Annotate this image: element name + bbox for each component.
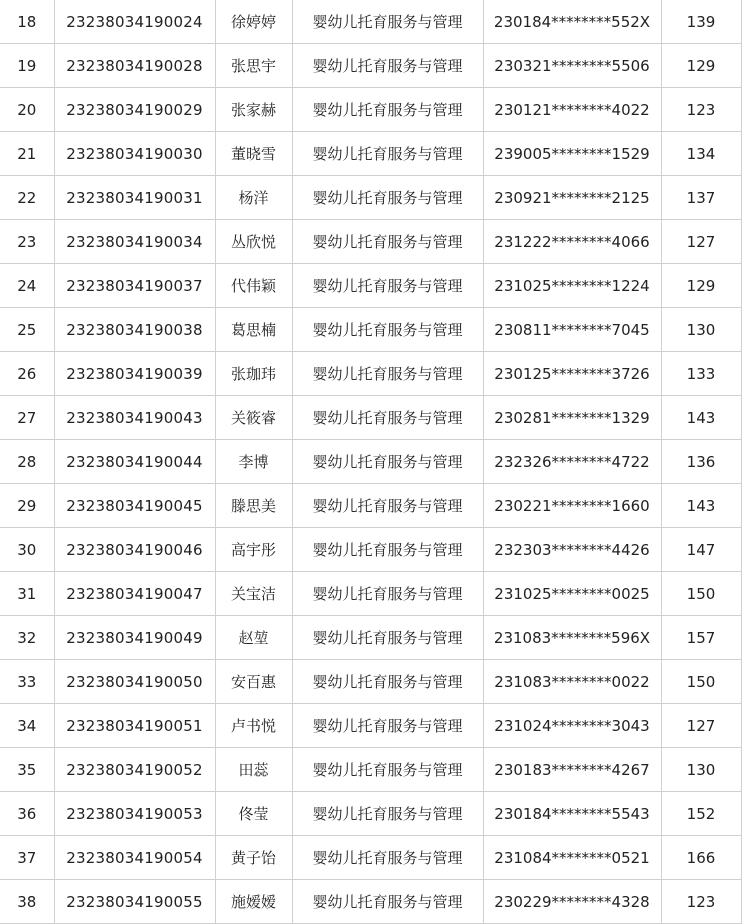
row-number-cell: 18	[0, 0, 54, 44]
major-cell: 婴幼儿托育服务与管理	[292, 572, 483, 616]
score-cell: 143	[661, 396, 741, 440]
major-cell: 婴幼儿托育服务与管理	[292, 352, 483, 396]
exam-number-cell: 23238034190046	[54, 528, 215, 572]
id-number-cell: 232326********4722	[483, 440, 661, 484]
exam-number-cell: 23238034190029	[54, 88, 215, 132]
table-row	[0, 836, 741, 880]
id-number-cell: 230221********1660	[483, 484, 661, 528]
row-number-cell: 23	[0, 220, 54, 264]
id-number-cell: 231083********596X	[483, 616, 661, 660]
major-cell: 婴幼儿托育服务与管理	[292, 704, 483, 748]
exam-number-cell: 23238034190049	[54, 616, 215, 660]
table-row	[0, 88, 741, 132]
student-name-cell: 关筱睿	[215, 396, 292, 440]
student-name-cell: 张思宇	[215, 44, 292, 88]
id-number-cell: 230281********1329	[483, 396, 661, 440]
exam-number-cell: 23238034190034	[54, 220, 215, 264]
id-number-cell: 230921********2125	[483, 176, 661, 220]
exam-number-cell: 23238034190052	[54, 748, 215, 792]
student-name-cell: 徐婷婷	[215, 0, 292, 44]
student-name-cell: 黄子饴	[215, 836, 292, 880]
row-number-cell: 30	[0, 528, 54, 572]
score-cell: 130	[661, 308, 741, 352]
table-row	[0, 440, 741, 484]
row-number-cell: 34	[0, 704, 54, 748]
id-number-cell: 230321********5506	[483, 44, 661, 88]
id-number-cell: 231222********4066	[483, 220, 661, 264]
major-cell: 婴幼儿托育服务与管理	[292, 616, 483, 660]
major-cell: 婴幼儿托育服务与管理	[292, 220, 483, 264]
major-cell: 婴幼儿托育服务与管理	[292, 528, 483, 572]
table-row	[0, 660, 741, 704]
major-cell: 婴幼儿托育服务与管理	[292, 792, 483, 836]
major-cell: 婴幼儿托育服务与管理	[292, 44, 483, 88]
row-number-cell: 19	[0, 44, 54, 88]
student-name-cell: 高宇彤	[215, 528, 292, 572]
id-number-cell: 231084********0521	[483, 836, 661, 880]
table-row	[0, 308, 741, 352]
exam-number-cell: 23238034190053	[54, 792, 215, 836]
id-number-cell: 230183********4267	[483, 748, 661, 792]
row-number-cell: 28	[0, 440, 54, 484]
id-number-cell: 230184********5543	[483, 792, 661, 836]
id-number-cell: 230811********7045	[483, 308, 661, 352]
id-number-cell: 231083********0022	[483, 660, 661, 704]
student-name-cell: 卢书悦	[215, 704, 292, 748]
score-cell: 130	[661, 748, 741, 792]
row-number-cell: 24	[0, 264, 54, 308]
row-number-cell: 32	[0, 616, 54, 660]
exam-number-cell: 23238034190039	[54, 352, 215, 396]
score-cell: 150	[661, 572, 741, 616]
table-row	[0, 528, 741, 572]
student-name-cell: 佟莹	[215, 792, 292, 836]
exam-number-cell: 23238034190055	[54, 880, 215, 924]
table-row	[0, 484, 741, 528]
exam-number-cell: 23238034190037	[54, 264, 215, 308]
score-cell: 129	[661, 264, 741, 308]
score-cell: 136	[661, 440, 741, 484]
score-cell: 129	[661, 44, 741, 88]
student-name-cell: 田蕊	[215, 748, 292, 792]
score-cell: 123	[661, 880, 741, 924]
score-cell: 157	[661, 616, 741, 660]
table-row	[0, 748, 741, 792]
table-row	[0, 396, 741, 440]
major-cell: 婴幼儿托育服务与管理	[292, 440, 483, 484]
table-row	[0, 176, 741, 220]
exam-number-cell: 23238034190030	[54, 132, 215, 176]
row-number-cell: 27	[0, 396, 54, 440]
exam-number-cell: 23238034190024	[54, 0, 215, 44]
id-number-cell: 230121********4022	[483, 88, 661, 132]
id-number-cell: 230125********3726	[483, 352, 661, 396]
table-row	[0, 352, 741, 396]
id-number-cell: 239005********1529	[483, 132, 661, 176]
exam-number-cell: 23238034190028	[54, 44, 215, 88]
row-number-cell: 36	[0, 792, 54, 836]
row-number-cell: 25	[0, 308, 54, 352]
major-cell: 婴幼儿托育服务与管理	[292, 484, 483, 528]
student-name-cell: 丛欣悦	[215, 220, 292, 264]
score-cell: 139	[661, 0, 741, 44]
row-number-cell: 22	[0, 176, 54, 220]
score-cell: 143	[661, 484, 741, 528]
student-name-cell: 张珈玮	[215, 352, 292, 396]
score-cell: 127	[661, 704, 741, 748]
exam-number-cell: 23238034190054	[54, 836, 215, 880]
student-name-cell: 杨洋	[215, 176, 292, 220]
exam-number-cell: 23238034190050	[54, 660, 215, 704]
score-cell: 152	[661, 792, 741, 836]
exam-number-cell: 23238034190043	[54, 396, 215, 440]
id-number-cell: 230184********552X	[483, 0, 661, 44]
student-name-cell: 施嫒嫒	[215, 880, 292, 924]
id-number-cell: 231024********3043	[483, 704, 661, 748]
exam-number-cell: 23238034190051	[54, 704, 215, 748]
table-row	[0, 132, 741, 176]
major-cell: 婴幼儿托育服务与管理	[292, 176, 483, 220]
major-cell: 婴幼儿托育服务与管理	[292, 660, 483, 704]
id-number-cell: 232303********4426	[483, 528, 661, 572]
score-cell: 137	[661, 176, 741, 220]
student-name-cell: 赵堃	[215, 616, 292, 660]
student-name-cell: 张家赫	[215, 88, 292, 132]
score-cell: 166	[661, 836, 741, 880]
student-name-cell: 李博	[215, 440, 292, 484]
score-cell: 134	[661, 132, 741, 176]
major-cell: 婴幼儿托育服务与管理	[292, 308, 483, 352]
major-cell: 婴幼儿托育服务与管理	[292, 880, 483, 924]
row-number-cell: 37	[0, 836, 54, 880]
major-cell: 婴幼儿托育服务与管理	[292, 748, 483, 792]
exam-number-cell: 23238034190044	[54, 440, 215, 484]
major-cell: 婴幼儿托育服务与管理	[292, 132, 483, 176]
row-number-cell: 21	[0, 132, 54, 176]
exam-number-cell: 23238034190045	[54, 484, 215, 528]
exam-number-cell: 23238034190047	[54, 572, 215, 616]
student-name-cell: 安百惠	[215, 660, 292, 704]
row-number-cell: 33	[0, 660, 54, 704]
table-row	[0, 572, 741, 616]
id-number-cell: 231025********1224	[483, 264, 661, 308]
row-number-cell: 31	[0, 572, 54, 616]
major-cell: 婴幼儿托育服务与管理	[292, 88, 483, 132]
row-number-cell: 38	[0, 880, 54, 924]
major-cell: 婴幼儿托育服务与管理	[292, 0, 483, 44]
row-number-cell: 26	[0, 352, 54, 396]
exam-number-cell: 23238034190038	[54, 308, 215, 352]
table-row	[0, 704, 741, 748]
score-cell: 123	[661, 88, 741, 132]
student-name-cell: 董晓雪	[215, 132, 292, 176]
score-cell: 150	[661, 660, 741, 704]
table-row	[0, 264, 741, 308]
row-number-cell: 35	[0, 748, 54, 792]
row-number-cell: 29	[0, 484, 54, 528]
student-name-cell: 关宝洁	[215, 572, 292, 616]
score-cell: 147	[661, 528, 741, 572]
major-cell: 婴幼儿托育服务与管理	[292, 836, 483, 880]
table-row	[0, 220, 741, 264]
student-name-cell: 滕思美	[215, 484, 292, 528]
major-cell: 婴幼儿托育服务与管理	[292, 396, 483, 440]
score-cell: 127	[661, 220, 741, 264]
row-number-cell: 20	[0, 88, 54, 132]
id-number-cell: 230229********4328	[483, 880, 661, 924]
table-row	[0, 616, 741, 660]
table-row	[0, 0, 741, 44]
score-cell: 133	[661, 352, 741, 396]
major-cell: 婴幼儿托育服务与管理	[292, 264, 483, 308]
id-number-cell: 231025********0025	[483, 572, 661, 616]
student-name-cell: 葛思楠	[215, 308, 292, 352]
student-name-cell: 代伟颖	[215, 264, 292, 308]
table-row	[0, 44, 741, 88]
exam-number-cell: 23238034190031	[54, 176, 215, 220]
table-row	[0, 792, 741, 836]
